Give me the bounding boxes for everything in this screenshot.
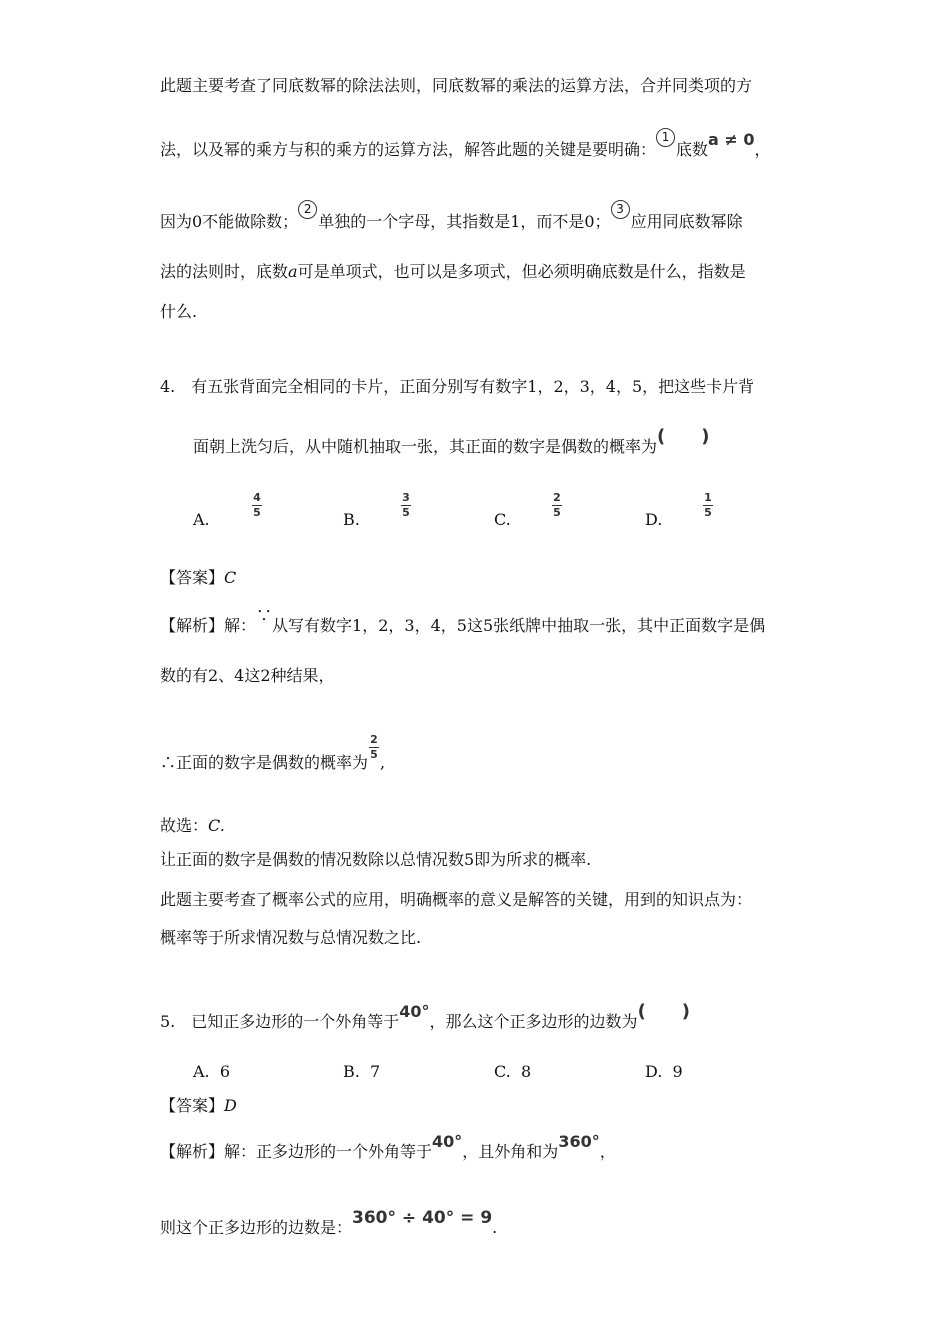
option-b-fraction: 3 5 bbox=[402, 491, 410, 519]
question-4-note-2: 此题主要考查了概率公式的应用，明确概率的意义是解答的关键，用到的知识点为： bbox=[160, 890, 753, 909]
question-4-stem-line-1: 4. 有五张背面完全相同的卡片，正面分别写有数字1，2，3，4，5，把这些卡片背 bbox=[160, 377, 755, 396]
division-equation: 360° ÷ 40° = 9 bbox=[352, 1208, 493, 1228]
q5-option-a: A. 6 bbox=[193, 1062, 230, 1081]
question-4-choose: 故选：C. bbox=[160, 816, 225, 835]
math-a-neq-0: a ≠ 0 bbox=[708, 130, 755, 149]
question-5-answer: 【答案】D bbox=[160, 1096, 237, 1115]
option-b-label: B. bbox=[343, 510, 360, 529]
q5-option-c: C. 8 bbox=[494, 1062, 532, 1081]
explanation-line-2: 法，以及幂的乘方与积的乘方的运算方法，解答此题的关键是要明确：1底数a ≠ 0， bbox=[160, 130, 771, 159]
circled-number-3: 3 bbox=[611, 200, 630, 219]
explanation-line-3: 因为0不能做除数；2单独的一个字母，其指数是1，而不是0；3应用同底数幂除 bbox=[160, 202, 743, 231]
angle-360-degrees: 360° bbox=[558, 1132, 600, 1151]
q5-option-b: B. 7 bbox=[343, 1062, 381, 1081]
question-4-analysis-line-1: 【解析】解：∵从写有数字1，2，3，4，5这5张纸牌中抽取一张，其中正面数字是偶 bbox=[160, 606, 766, 635]
probability-fraction: 2 5 bbox=[370, 733, 378, 761]
question-4-answer: 【答案】C bbox=[160, 568, 237, 587]
option-c-fraction: 2 5 bbox=[553, 491, 561, 519]
question-5-analysis-line-1: 【解析】解：正多边形的一个外角等于40°，且外角和为360°， bbox=[160, 1132, 616, 1161]
question-4-note-3: 概率等于所求情况数与总情况数之比. bbox=[160, 928, 422, 947]
question-4-stem-line-2: 面朝上洗匀后，从中随机抽取一张，其正面的数字是偶数的概率为( ) bbox=[193, 426, 710, 456]
circled-number-1: 1 bbox=[656, 128, 675, 147]
answer-blank-parentheses: ( ) bbox=[657, 426, 710, 447]
circled-number-2: 2 bbox=[298, 200, 317, 219]
option-a-fraction: 4 5 bbox=[253, 491, 261, 519]
explanation-line-1: 此题主要考查了同底数幂的除法法则，同底数幂的乘法的运算方法，合并同类项的方 bbox=[160, 76, 753, 95]
explanation-line-5: 什么. bbox=[160, 302, 198, 321]
option-d-fraction: 1 5 bbox=[704, 491, 712, 519]
question-4-analysis-line-3: ∴正面的数字是偶数的概率为 , bbox=[160, 753, 386, 772]
question-4-analysis-line-2: 数的有2、4这2种结果， bbox=[160, 666, 335, 685]
because-symbol: ∵ bbox=[256, 606, 273, 625]
option-d-label: D. bbox=[645, 510, 663, 529]
question-4-note-1: 让正面的数字是偶数的情况数除以总情况数5即为所求的概率. bbox=[160, 850, 592, 869]
answer-blank-parentheses: ( ) bbox=[637, 1001, 691, 1022]
question-5-analysis-line-2: 则这个正多边形的边数是：360° ÷ 40° = 9. bbox=[160, 1208, 498, 1237]
q5-option-d: D. 9 bbox=[645, 1062, 683, 1081]
angle-40-degrees: 40° bbox=[432, 1132, 463, 1151]
question-5-stem: 5. 已知正多边形的一个外角等于40°，那么这个正多边形的边数为( ) bbox=[160, 1001, 691, 1031]
angle-40-degrees: 40° bbox=[399, 1002, 430, 1021]
option-c-label: C. bbox=[494, 510, 511, 529]
option-a-label: A. bbox=[193, 510, 210, 529]
explanation-line-4: 法的法则时，底数a可是单项式，也可以是多项式，但必须明确底数是什么，指数是 bbox=[160, 262, 746, 281]
